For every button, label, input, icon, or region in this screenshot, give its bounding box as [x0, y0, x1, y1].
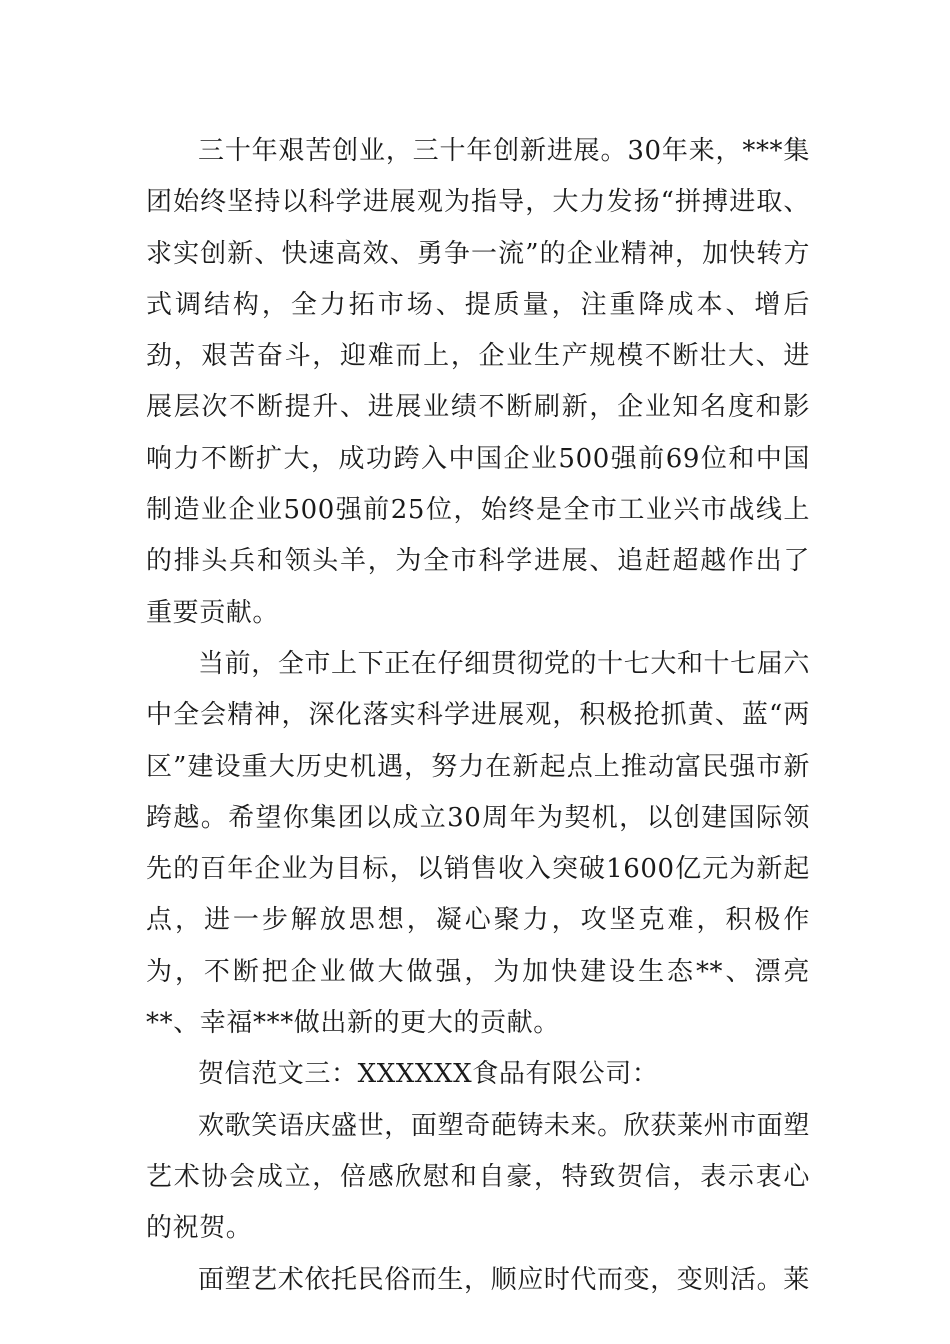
paragraph-congratulation: 欢歌笑语庆盛世，面塑奇葩铸未来。欣获莱州市面塑艺术协会成立，倍感欣慰和自豪，特致贺信，表示衷心的祝贺。: [146, 1110, 810, 1244]
paragraph-dough-art: 面塑艺术依托民俗而生，顺应时代而变，变则活。莱: [198, 1264, 810, 1295]
paragraph-current-situation: 当前，全市上下正在仔细贯彻党的十七大和十七届六中全会精神，深化落实科学进展观，积极抢抓黄、蓝“两区”建设重大历史机遇，努力在新起点上推动富民强市新跨越。希望你集团以成立30周年为契机，以创建国际领先的百年企业为目标，以销售收入突破1600亿元为新起点，进一步解放思想，凝心聚力，攻坚克难，积极作为，不断把企业做大做强，为加快建设生态**、漂亮**、幸福***做出新的更大的贡献。: [146, 648, 810, 1039]
section-heading-sample-three: 贺信范文三：XXXXXX食品有限公司：: [198, 1059, 659, 1090]
paragraph-anniversary: 三十年艰苦创业，三十年创新进展。30年来，***集团始终坚持以科学进展观为指导，大力发扬“拼搏进取、求实创新、快速高效、勇争一流”的企业精神，加快转方式调结构，全力拓市场、提质量，注重降成本、增后劲，艰苦奋斗，迎难而上，企业生产规模不断壮大、进展层次不断提升、进展业绩不断刷新，企业知名度和影响力不断扩大，成功跨入中国企业500强前69位和中国制造业企业500强前25位，始终是全市工业兴市战线上的排头兵和领头羊，为全市科学进展、追赶超越作出了重要贡献。: [146, 136, 810, 628]
document-body: [146, 126, 810, 1306]
